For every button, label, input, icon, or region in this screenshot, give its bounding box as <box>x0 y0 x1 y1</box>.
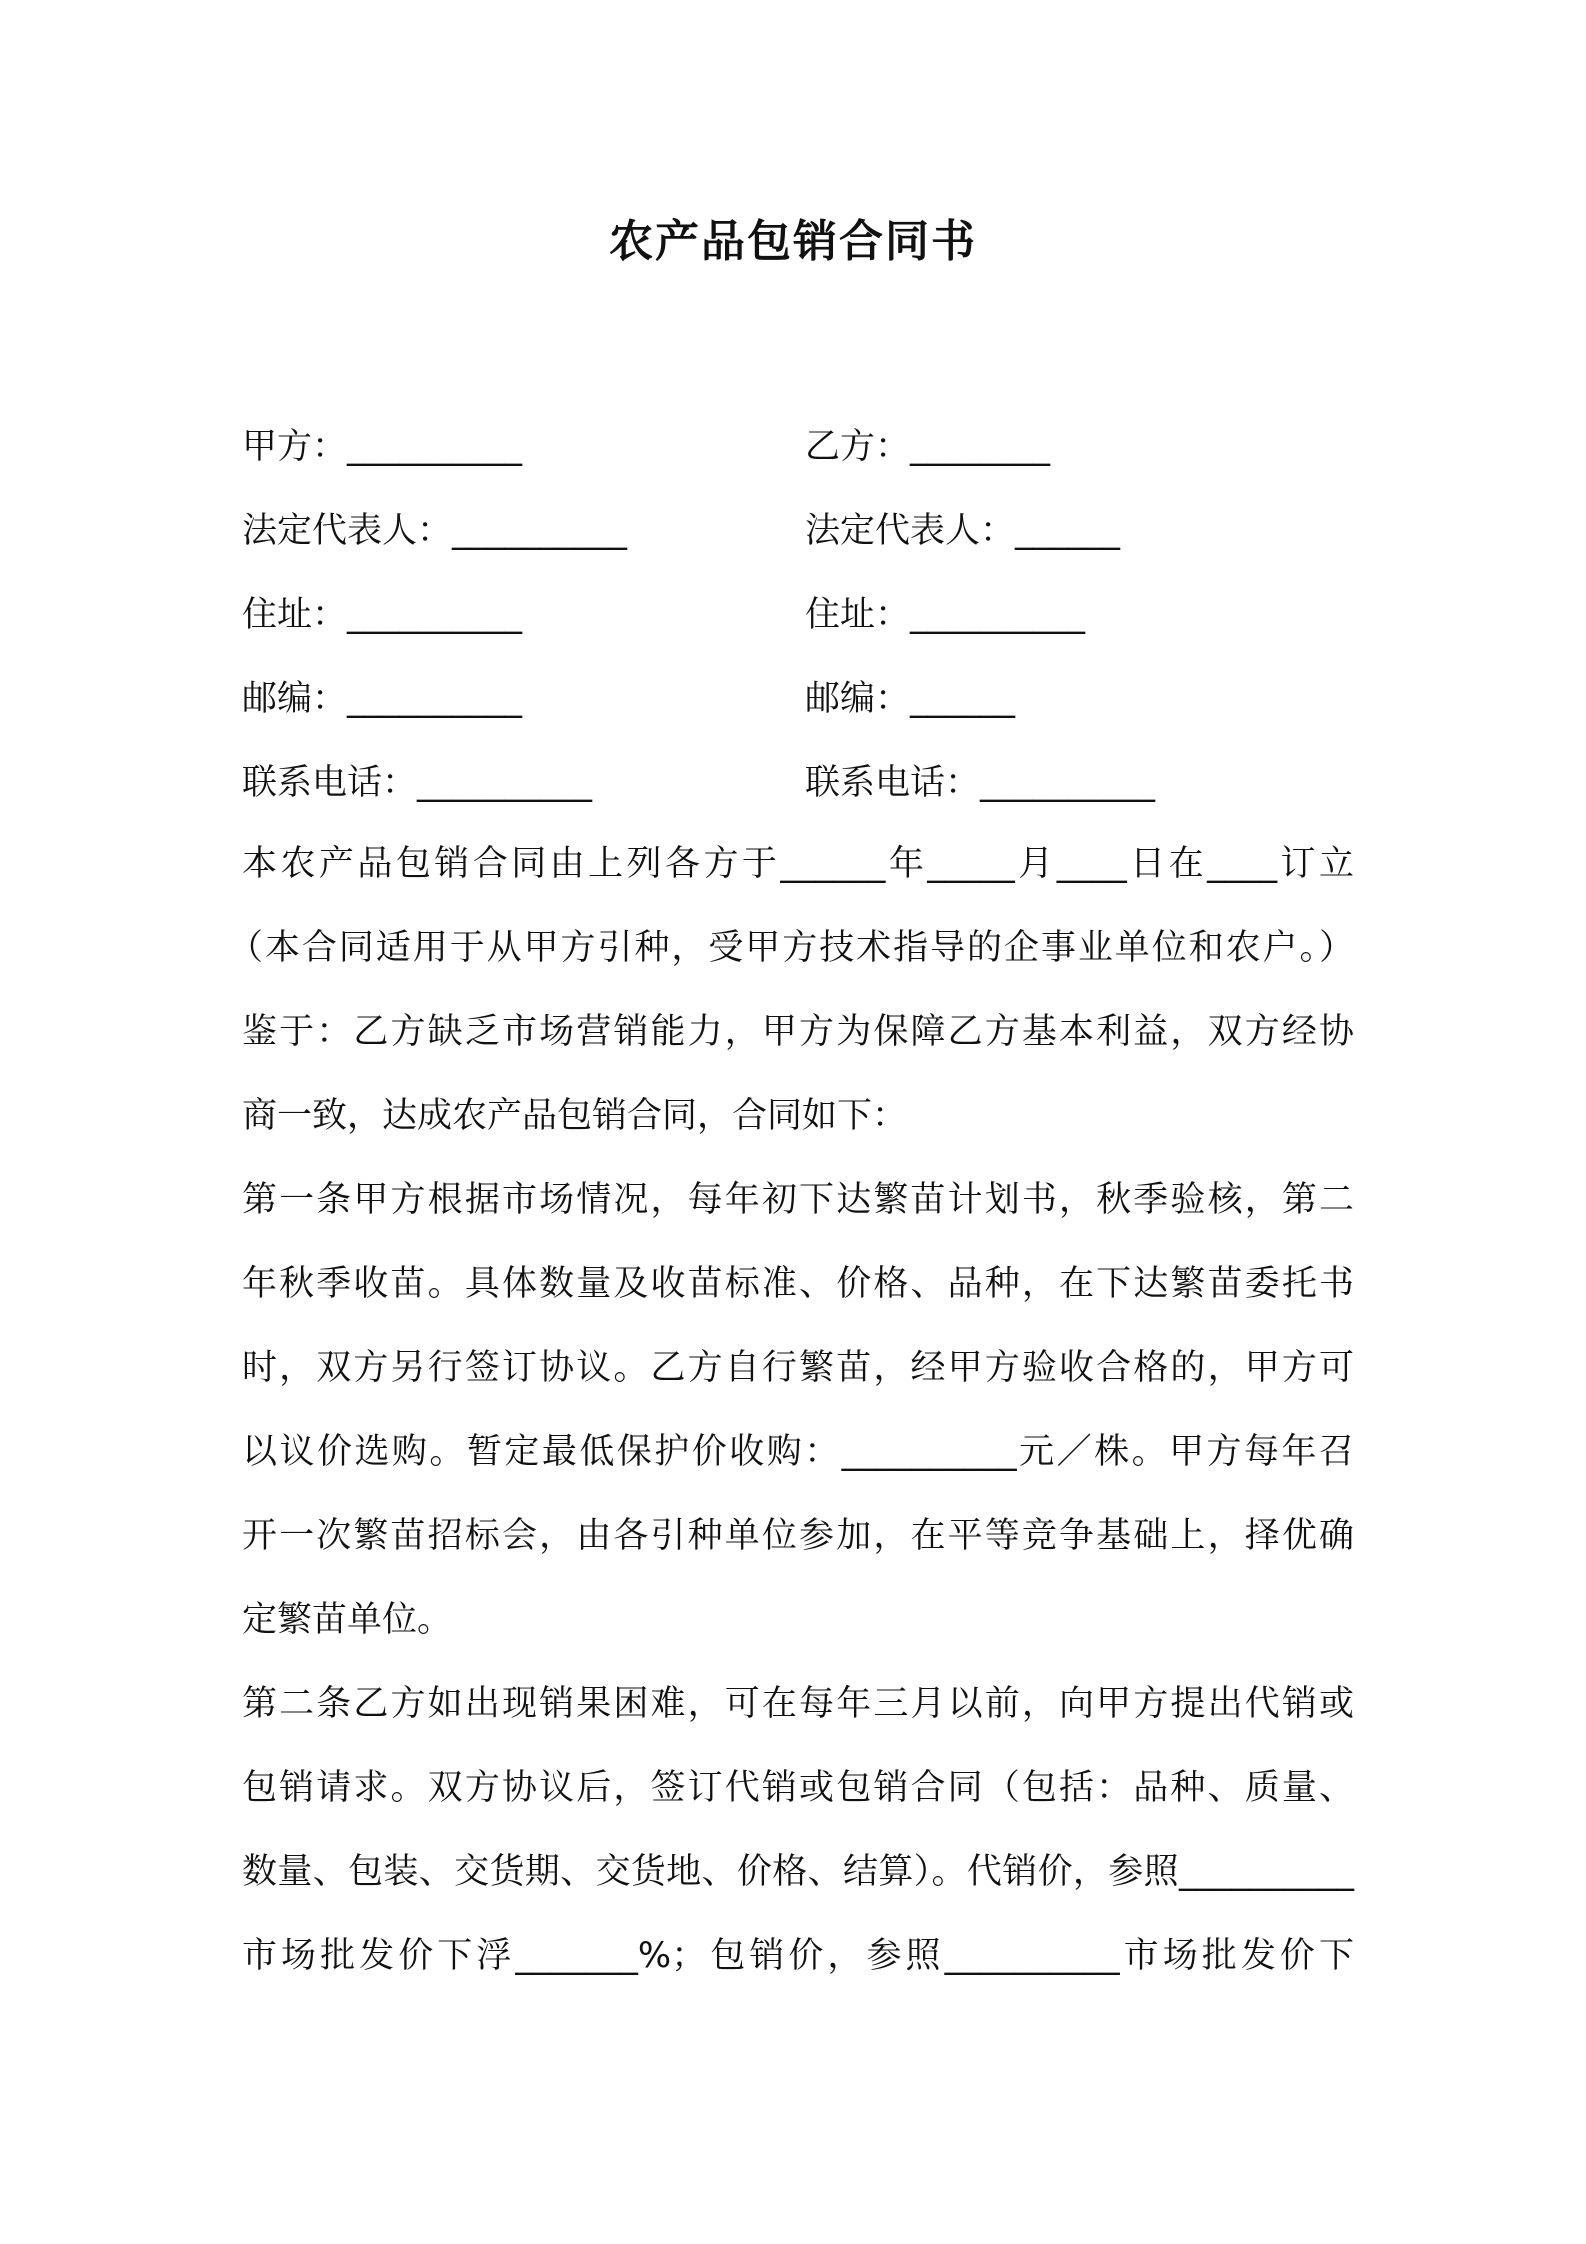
party-a-field: 甲方：__________ <box>242 427 523 467</box>
party-b-phone-field: 联系电话：__________ <box>805 763 1156 803</box>
body-line: 商一致，达成农产品包销合同，合同如下： <box>242 1096 908 1136</box>
body-line: 本农产品包销合同由上列各方于______年_____月____日在____订立 <box>242 844 1354 884</box>
party-b-field: 乙方：________ <box>805 427 1051 467</box>
body-line: （本合同适用于从甲方引种，受甲方技术指导的企事业单位和农户。） <box>228 928 1354 968</box>
body-line: 年秋季收苗。具体数量及收苗标准、价格、品种，在下达繁苗委托书 <box>242 1264 1354 1304</box>
document-title: 农产品包销合同书 <box>609 216 977 267</box>
body-line: 第二条乙方如出现销果困难，可在每年三月以前，向甲方提出代销或 <box>242 1684 1354 1724</box>
body-line: 市场批发价下浮_______%；包销价，参照__________市场批发价下 <box>242 1936 1354 1976</box>
party-row <box>242 741 1362 825</box>
party-a-postcode-field: 邮编：__________ <box>242 679 523 719</box>
party-a-representative-field: 法定代表人：__________ <box>242 511 628 551</box>
party-row <box>242 489 1362 573</box>
body-line: 开一次繁苗招标会，由各引种单位参加，在平等竞争基础上，择优确 <box>242 1516 1354 1556</box>
party-row <box>242 573 1362 657</box>
contract-body <box>228 822 1354 1998</box>
party-b-address-field: 住址：__________ <box>805 595 1086 635</box>
body-line: 鉴于：乙方缺乏市场营销能力，甲方为保障乙方基本利益，双方经协 <box>242 1012 1354 1052</box>
party-a-address-field: 住址：__________ <box>242 595 523 635</box>
body-line: 包销请求。双方协议后，签订代销或包销合同（包括：品种、质量、 <box>242 1768 1354 1808</box>
party-b-postcode-field: 邮编：______ <box>805 679 1016 719</box>
party-b-representative-field: 法定代表人：______ <box>805 511 1121 551</box>
body-line: 第一条甲方根据市场情况，每年初下达繁苗计划书，秋季验核，第二 <box>242 1180 1354 1220</box>
party-info-block <box>242 405 1362 825</box>
party-row <box>242 405 1362 489</box>
party-row <box>242 657 1362 741</box>
party-a-phone-field: 联系电话：__________ <box>242 763 593 803</box>
body-line: 以议价选购。暂定最低保护价收购：__________元／株。甲方每年召 <box>242 1432 1354 1472</box>
body-line: 定繁苗单位。 <box>242 1600 453 1640</box>
body-line: 数量、包装、交货期、交货地、价格、结算）。代销价，参照__________ <box>242 1852 1354 1892</box>
body-line: 时，双方另行签订协议。乙方自行繁苗，经甲方验收合格的，甲方可 <box>242 1348 1354 1388</box>
